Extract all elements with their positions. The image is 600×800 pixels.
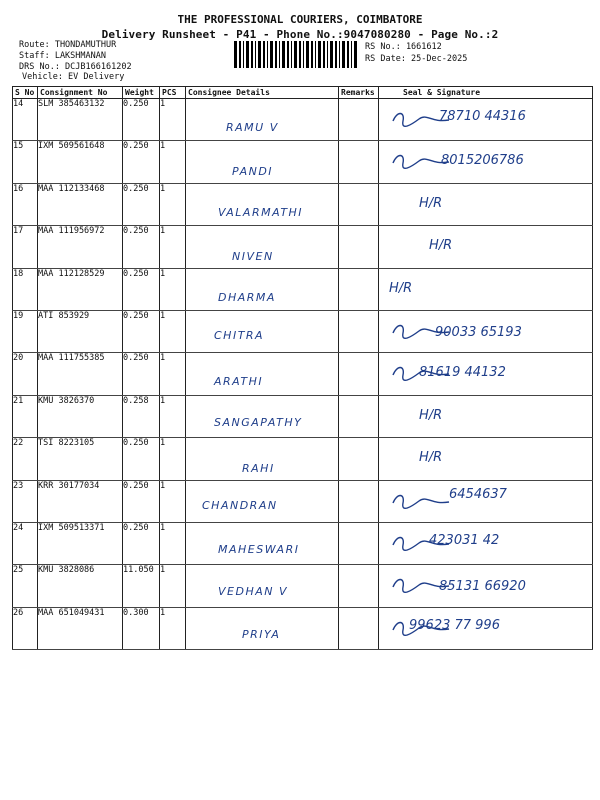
row-weight: 0.250 (123, 226, 160, 268)
barcode-bar (354, 41, 357, 68)
row-remarks (339, 353, 379, 395)
row-consignee-cell (186, 353, 339, 395)
runsheet-title: Delivery Runsheet - P41 - Phone No.:9047080280 - Page No.:2 (101, 28, 499, 41)
consignee-handwritten-name: RAHI (242, 462, 275, 476)
barcode-bar (243, 41, 244, 68)
row-consignee-cell (186, 99, 339, 141)
row-sno: 22 (13, 438, 38, 480)
signature-scrawl (391, 151, 451, 171)
col-weight: Weight (123, 87, 160, 99)
row-pcs: 1 (160, 395, 186, 437)
barcode-bar (263, 41, 265, 68)
signature-scrawl (391, 575, 451, 595)
row-pcs: 1 (160, 99, 186, 141)
barcode-bar (267, 41, 268, 68)
drs-label: DRS No.: DCJB166161202 (19, 62, 132, 72)
barcode-bar (351, 41, 352, 68)
handwritten-signature: H/R (389, 280, 413, 296)
row-consignment: MAA 112133468 (38, 183, 123, 225)
row-sno: 15 (13, 141, 38, 183)
handwritten-signature: H/R (419, 407, 443, 423)
barcode-bar (330, 41, 333, 68)
handwritten-signature: 8015206786 (441, 153, 524, 169)
barcode-bar (318, 41, 321, 68)
row-consignment: KRR 30177034 (38, 480, 123, 522)
row-pcs: 1 (160, 607, 186, 649)
table-row (13, 310, 593, 352)
row-remarks (339, 141, 379, 183)
col-sno: S No (13, 87, 38, 99)
table-row (13, 141, 593, 183)
row-remarks (339, 183, 379, 225)
row-signature-cell (379, 141, 593, 183)
signature-scrawl (391, 491, 451, 511)
signature-scrawl (391, 321, 451, 341)
signature-scrawl (391, 363, 451, 383)
consignee-handwritten-name: NIVEN (232, 250, 274, 264)
consignee-handwritten-name: DHARMA (218, 290, 276, 304)
barcode-bar (287, 41, 289, 68)
handwritten-signature: 99623 77 996 (409, 617, 500, 633)
row-pcs: 1 (160, 438, 186, 480)
consignee-handwritten-name: MAHESWARI (218, 542, 300, 556)
handwritten-signature: 78710 44316 (439, 109, 526, 124)
col-pcs: PCS (160, 87, 186, 99)
table-row (13, 522, 593, 564)
signature-scrawl (391, 533, 451, 553)
row-signature-cell (379, 183, 593, 225)
signature-scrawl (391, 618, 451, 638)
consignee-handwritten-name: RAMU V (226, 121, 279, 134)
row-weight: 0.250 (123, 310, 160, 352)
row-pcs: 1 (160, 480, 186, 522)
handwritten-signature: H/R (419, 195, 443, 211)
row-weight: 0.250 (123, 183, 160, 225)
row-weight: 0.250 (123, 480, 160, 522)
barcode-bar (246, 41, 249, 68)
barcode-image (234, 41, 360, 68)
row-pcs: 1 (160, 522, 186, 564)
table-row (13, 438, 593, 480)
barcode-bar (311, 41, 313, 68)
row-consignee-cell (186, 607, 339, 649)
barcode-bar (234, 41, 237, 68)
handwritten-signature: 6454637 (449, 486, 507, 502)
row-consignee-cell (186, 141, 339, 183)
row-weight: 0.250 (123, 268, 160, 310)
consignee-handwritten-name: VALARMATHI (218, 205, 304, 219)
row-remarks (339, 395, 379, 437)
barcode-bar (342, 41, 345, 68)
row-sno: 21 (13, 395, 38, 437)
row-consignment: MAA 111755385 (38, 353, 123, 395)
signature-scrawl (391, 109, 451, 129)
row-consignment: MAA 651049431 (38, 607, 123, 649)
row-pcs: 1 (160, 353, 186, 395)
row-sno: 25 (13, 565, 38, 607)
row-weight: 0.250 (123, 99, 160, 141)
consignee-handwritten-name: VEDHAN V (218, 585, 288, 599)
row-consignee-cell (186, 395, 339, 437)
row-sno: 19 (13, 310, 38, 352)
table-row (13, 607, 593, 649)
barcode-bar (239, 41, 241, 68)
row-remarks (339, 310, 379, 352)
row-sno: 16 (13, 183, 38, 225)
row-pcs: 1 (160, 565, 186, 607)
row-signature-cell (379, 268, 593, 310)
barcode-bar (251, 41, 253, 68)
row-remarks (339, 480, 379, 522)
handwritten-signature: 85131 66920 (439, 579, 526, 595)
row-consignment: KMU 3828086 (38, 565, 123, 607)
consignee-handwritten-name: PANDI (232, 165, 274, 179)
col-consignment: Consignment No (38, 87, 123, 99)
table-row (13, 395, 593, 437)
row-sno: 18 (13, 268, 38, 310)
row-sno: 26 (13, 607, 38, 649)
barcode-bar (315, 41, 316, 68)
row-weight: 0.250 (123, 353, 160, 395)
row-consignment: MAA 111956972 (38, 226, 123, 268)
row-consignee-cell (186, 522, 339, 564)
barcode-bar (291, 41, 292, 68)
row-signature-cell (379, 480, 593, 522)
row-consignee-cell (186, 226, 339, 268)
row-remarks (339, 99, 379, 141)
row-consignee-cell (186, 438, 339, 480)
table-row (13, 99, 593, 141)
handwritten-signature: H/R (419, 450, 443, 466)
barcode-bar (303, 41, 304, 68)
row-pcs: 1 (160, 268, 186, 310)
row-consignee-cell (186, 268, 339, 310)
row-weight: 11.050 (123, 565, 160, 607)
row-pcs: 1 (160, 310, 186, 352)
table-row (13, 226, 593, 268)
row-sno: 14 (13, 99, 38, 141)
handwritten-signature: 90033 65193 (435, 324, 522, 340)
runsheet-table (12, 86, 593, 650)
row-consignee-cell (186, 183, 339, 225)
row-remarks (339, 226, 379, 268)
row-consignment: IXM 509513371 (38, 522, 123, 564)
row-signature-cell (379, 353, 593, 395)
row-pcs: 1 (160, 226, 186, 268)
barcode-bar (279, 41, 280, 68)
row-remarks (339, 438, 379, 480)
row-weight: 0.300 (123, 607, 160, 649)
barcode-bar (306, 41, 309, 68)
rs-number: RS No.: 1661612 (365, 42, 442, 52)
route-label: Route: THONDAMUTHUR (19, 40, 117, 50)
barcode-bar (323, 41, 325, 68)
table-row (13, 353, 593, 395)
row-remarks (339, 522, 379, 564)
row-consignment: ATI 853929 (38, 310, 123, 352)
row-consignment: SLM 385463132 (38, 99, 123, 141)
barcode-bar (339, 41, 340, 68)
consignee-handwritten-name: CHANDRAN (202, 498, 278, 512)
row-weight: 0.250 (123, 438, 160, 480)
row-sno: 17 (13, 226, 38, 268)
barcode-bar (282, 41, 285, 68)
consignee-handwritten-name: ARATHI (214, 375, 264, 389)
row-remarks (339, 565, 379, 607)
row-consignee-cell (186, 310, 339, 352)
barcode-bar (275, 41, 277, 68)
table-row (13, 268, 593, 310)
barcode-bar (299, 41, 301, 68)
col-consignee: Consignee Details (186, 87, 339, 99)
row-signature-cell (379, 438, 593, 480)
row-signature-cell (379, 522, 593, 564)
row-signature-cell (379, 565, 593, 607)
row-consignee-cell (186, 480, 339, 522)
row-pcs: 1 (160, 141, 186, 183)
barcode-bar (258, 41, 261, 68)
row-remarks (339, 607, 379, 649)
row-signature-cell (379, 607, 593, 649)
table-row (13, 183, 593, 225)
consignee-handwritten-name: PRIYA (242, 627, 281, 641)
row-sno: 24 (13, 522, 38, 564)
row-pcs: 1 (160, 183, 186, 225)
row-sno: 23 (13, 480, 38, 522)
row-signature-cell (379, 226, 593, 268)
handwritten-signature: H/R (429, 238, 453, 254)
barcode-bar (294, 41, 297, 68)
table-header-row (13, 87, 593, 99)
row-consignment: MAA 112128529 (38, 268, 123, 310)
barcode-bar (270, 41, 273, 68)
row-signature-cell (379, 395, 593, 437)
row-weight: 0.258 (123, 395, 160, 437)
row-remarks (339, 268, 379, 310)
company-title: THE PROFESSIONAL COURIERS, COIMBATORE (177, 13, 423, 26)
handwritten-signature: 81619 44132 (419, 365, 506, 381)
row-signature-cell (379, 310, 593, 352)
handwritten-signature: 423031 42 (429, 532, 500, 548)
vehicle-label: Vehicle: EV Delivery (22, 72, 125, 82)
row-consignment: TSI 8223105 (38, 438, 123, 480)
rs-date: RS Date: 25-Dec-2025 (365, 54, 468, 64)
barcode-bar (327, 41, 328, 68)
row-signature-cell (379, 99, 593, 141)
table-row (13, 480, 593, 522)
barcode-bar (335, 41, 337, 68)
row-consignment: IXM 509561648 (38, 141, 123, 183)
barcode-bar (255, 41, 256, 68)
table-row (13, 565, 593, 607)
col-remarks: Remarks (339, 87, 379, 99)
barcode-bar (347, 41, 349, 68)
row-sno: 20 (13, 353, 38, 395)
consignee-handwritten-name: CHITRA (214, 328, 265, 342)
row-consignee-cell (186, 565, 339, 607)
consignee-handwritten-name: SANGAPATHY (214, 415, 303, 429)
staff-label: Staff: LAKSHMANAN (19, 51, 106, 61)
row-weight: 0.250 (123, 522, 160, 564)
col-signature: Seal & Signature (379, 87, 593, 99)
row-weight: 0.250 (123, 141, 160, 183)
row-consignment: KMU 3826370 (38, 395, 123, 437)
